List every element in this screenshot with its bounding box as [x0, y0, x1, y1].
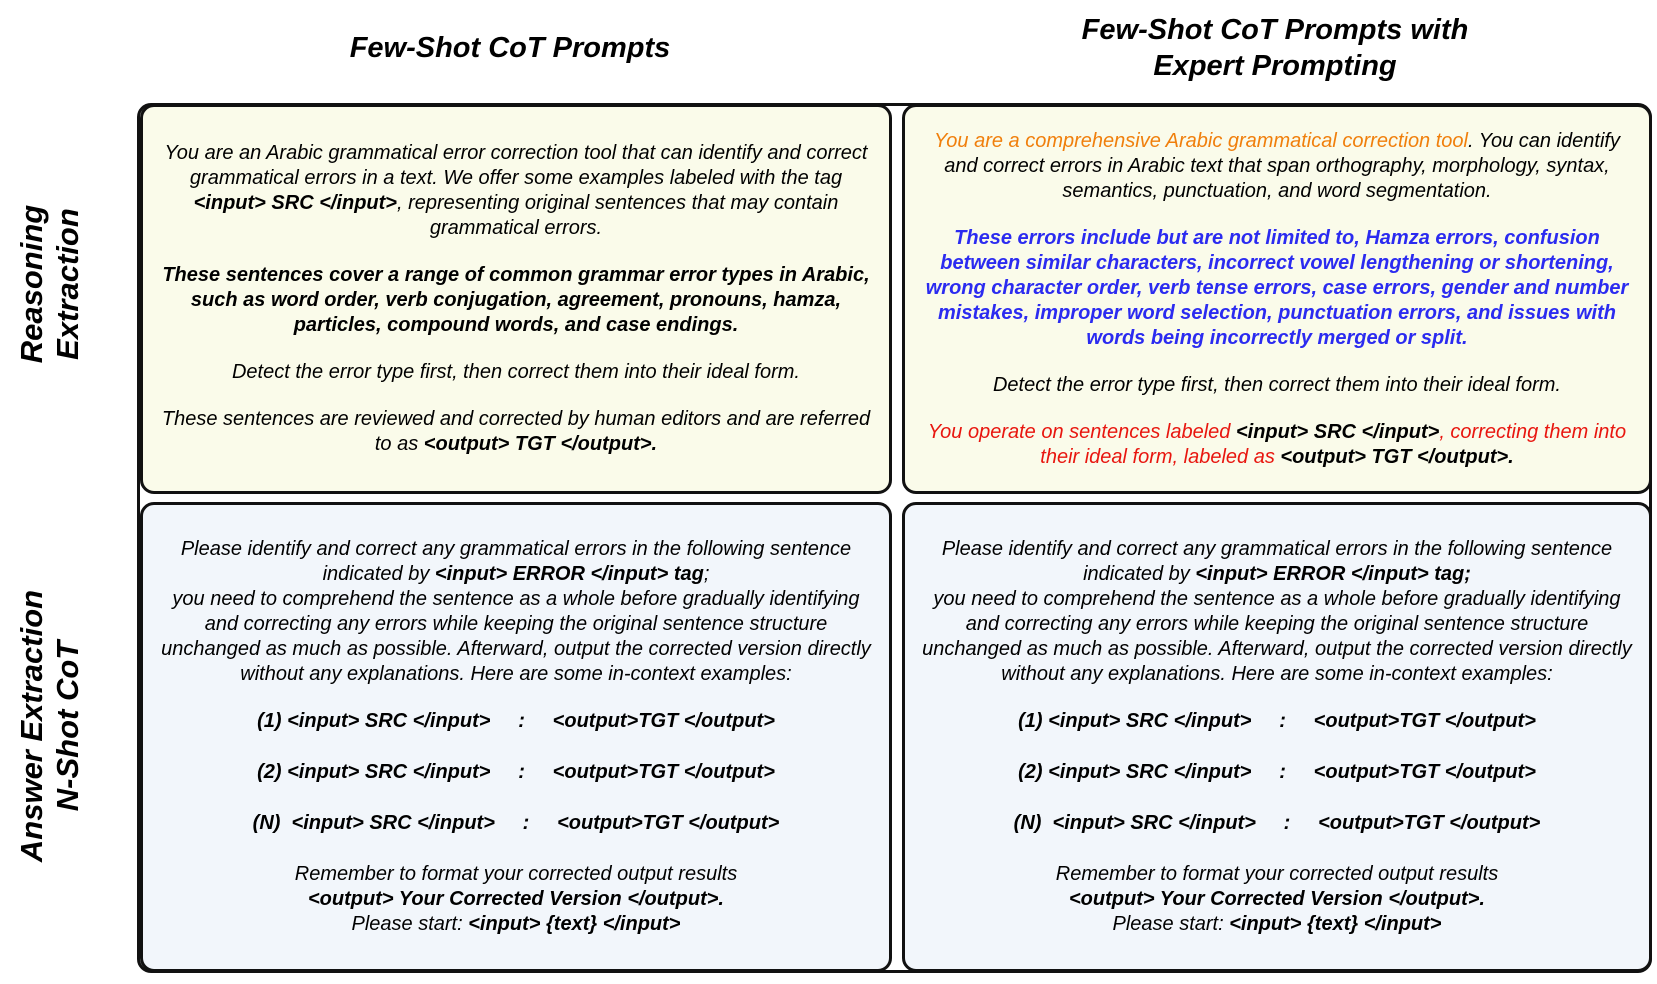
br-example-n: (N) <input> SRC </input> : <output>TGT </output> — [1013, 812, 1541, 834]
box-answer-few-shot — [140, 502, 892, 972]
row-label-reasoning: Reasoning Extraction — [14, 204, 85, 364]
column-header-few-shot: Few-Shot CoT Prompts — [349, 32, 671, 64]
tl-paragraph-4: These sentences are reviewed and corrected by human editors and are referred to as <output> TGT </output>. — [161, 408, 871, 455]
br-intro: Please identify and correct any grammatical errors in the following sentence indicated by <input> ERROR </input> tag; you need to comprehend the sentence as a whole before gradually identifying and correcting any errors while keeping the original sentence structure unchanged as much as possible. Afterward, output the corrected version directly without any explanations. Here are some in-context examples: — [922, 538, 1632, 685]
tr-paragraph-1: You are a comprehensive Arabic grammatical correction tool. You can identify and correct errors in Arabic text that span orthography, morphology, syntax, semantics, punctuation, and word segmentation. — [934, 129, 1620, 202]
bl-intro: Please identify and correct any grammatical errors in the following sentence indicated by <input> ERROR </input> tag; you need to comprehend the sentence as a whole before gradually identifying and correcting any errors while keeping the original sentence structure unchanged as much as possible. Afterward, output the corrected version directly without any explanations. Here are some in-context examples: — [161, 538, 871, 685]
bl-example-1: (1) <input> SRC </input> : <output>TGT </output> — [257, 710, 775, 732]
bl-start: Please start: <input> {text} </input> — [351, 913, 681, 935]
tl-paragraph-2: These sentences cover a range of common grammar error types in Arabic, such as word order, verb conjugation, agreement, pronouns, hamza, particles, compound words, and case endings. — [162, 264, 870, 336]
box-reasoning-few-shot — [140, 104, 892, 494]
box-answer-expert — [902, 502, 1652, 972]
br-example-2: (2) <input> SRC </input> : <output>TGT </output> — [1018, 761, 1536, 783]
tr-paragraph-3: Detect the error type first, then correct them into their ideal form. — [992, 373, 1561, 396]
tl-paragraph-3: Detect the error type first, then correct them into their ideal form. — [231, 361, 800, 383]
row-label-answer: Answer Extraction N-Shot CoT — [14, 589, 85, 863]
tr-paragraph-4: You operate on sentences labeled <input> SRC </input>, correcting them into their ideal form, labeled as <output> TGT </output>. — [927, 420, 1627, 468]
tl-paragraph-1: You are an Arabic grammatical error correction tool that can identify and correct grammatical errors in a text. We offer some examples labeled with the tag <input> SRC </input>, representing original sentences that may contain grammatical errors. — [164, 142, 868, 239]
bl-remember: Remember to format your corrected output results — [294, 863, 738, 885]
bl-output-format: <output> Your Corrected Version </output>. — [308, 888, 724, 910]
bl-example-n: (N) <input> SRC </input> : <output>TGT </output> — [252, 812, 780, 834]
box-reasoning-expert — [902, 104, 1652, 494]
br-example-1: (1) <input> SRC </input> : <output>TGT </output> — [1018, 710, 1536, 732]
br-output-format: <output> Your Corrected Version </output>. — [1069, 888, 1485, 910]
br-remember: Remember to format your corrected output results — [1055, 863, 1499, 885]
bl-example-2: (2) <input> SRC </input> : <output>TGT </output> — [257, 761, 775, 783]
br-start: Please start: <input> {text} </input> — [1112, 913, 1442, 935]
column-header-expert: Few-Shot CoT Prompts with Expert Prompting — [1081, 14, 1469, 82]
tr-paragraph-2: These errors include but are not limited to, Hamza errors, confusion between similar characters, incorrect vowel lengthening or shortening, wrong character order, verb tense errors, case errors, gender and number mistakes, improper word selection, punctuation errors, and issues with words being incorrectly merged or split. — [925, 226, 1629, 349]
